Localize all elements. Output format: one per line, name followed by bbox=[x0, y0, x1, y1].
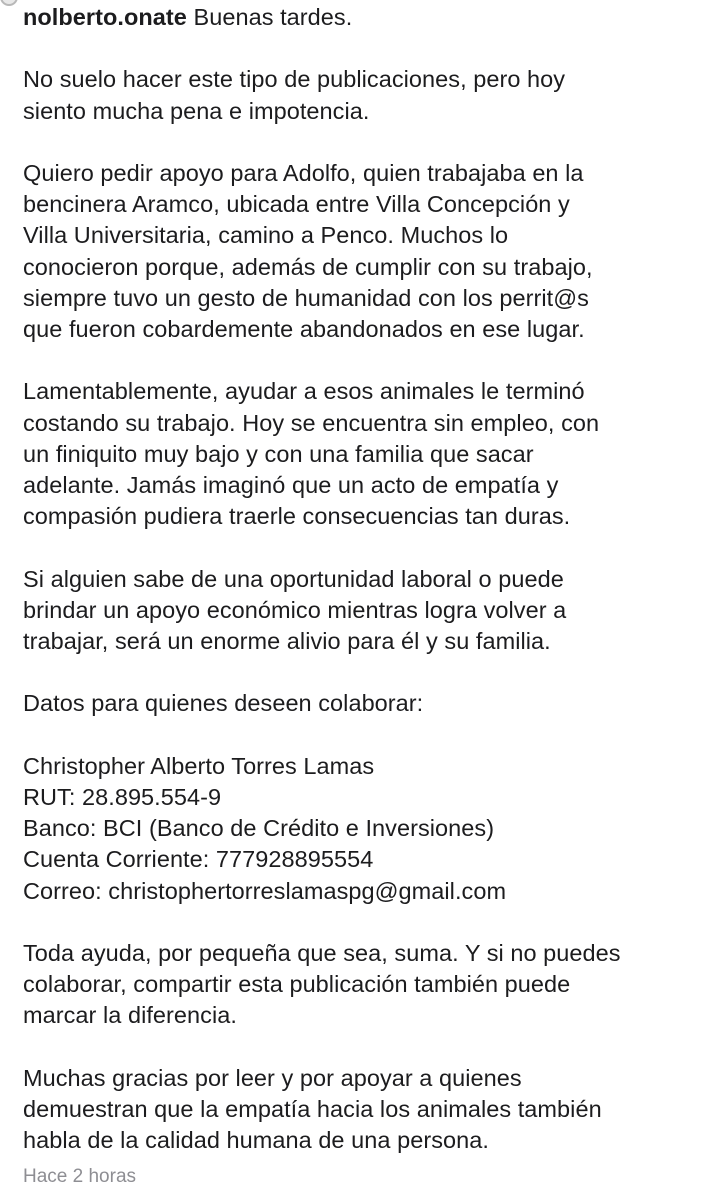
caption-paragraph: Quiero pedir apoyo para Adolfo, quien trabajaba en la bencinera Aramco, ubicada entre Villa Concepción y Villa Universitaria, camino a Penco. Muchos lo conocieron porque, además de cumplir con su trabajo, siempre tuvo un gesto de humanidad con los perrit@s que fueron cobardemente abandonados en ese lugar. bbox=[23, 159, 593, 342]
email-address[interactable]: Correo: christophertorreslamaspg@gmail.com bbox=[23, 877, 507, 904]
caption-paragraph: Si alguien sabe de una oportunidad laboral o puede brindar un apoyo económico mientras logra volver a trabajar, será un enorme alivio para él y su familia. bbox=[23, 565, 567, 654]
post-timestamp: Hace 2 horas bbox=[23, 1166, 137, 1187]
account-number: Cuenta Corriente: 777928895554 bbox=[23, 846, 374, 873]
caption-paragraph: Toda ayuda, por pequeña que sea, suma. Y si no puedes colaborar, compartir esta publicación también puede marcar la diferencia. bbox=[23, 939, 621, 1029]
caption-header bbox=[23, 2, 703, 33]
avatar[interactable] bbox=[0, 0, 18, 6]
greeting-text: Buenas tardes. bbox=[193, 4, 353, 30]
bank-name: Banco: BCI (Banco de Crédito e Inversiones) bbox=[23, 815, 495, 842]
caption-paragraph: Datos para quienes deseen colaborar: bbox=[23, 690, 424, 717]
caption-paragraph: Lamentablemente, ayudar a esos animales le terminó costando su trabajo. Hoy se encuentra sin empleo, con un finiquito muy bajo y con una familia que sacar adelante. Jamás imaginó que un acto de empatía y compasión pudiera traerle consecuencias tan duras. bbox=[23, 378, 600, 530]
post-caption bbox=[23, 2, 703, 1188]
caption-paragraph: Muchas gracias por leer y por apoyar a quienes demuestran que la empatía hacia los animales también habla de la calidad humana de una persona. bbox=[23, 1064, 602, 1154]
donation-details bbox=[23, 751, 703, 907]
username-link[interactable]: nolberto.onate bbox=[23, 4, 187, 30]
rut-number: RUT: 28.895.554-9 bbox=[23, 783, 222, 810]
recipient-name: Christopher Alberto Torres Lamas bbox=[23, 752, 375, 779]
caption-paragraph: No suelo hacer este tipo de publicaciones, pero hoy siento mucha pena e impotencia. bbox=[23, 66, 566, 124]
